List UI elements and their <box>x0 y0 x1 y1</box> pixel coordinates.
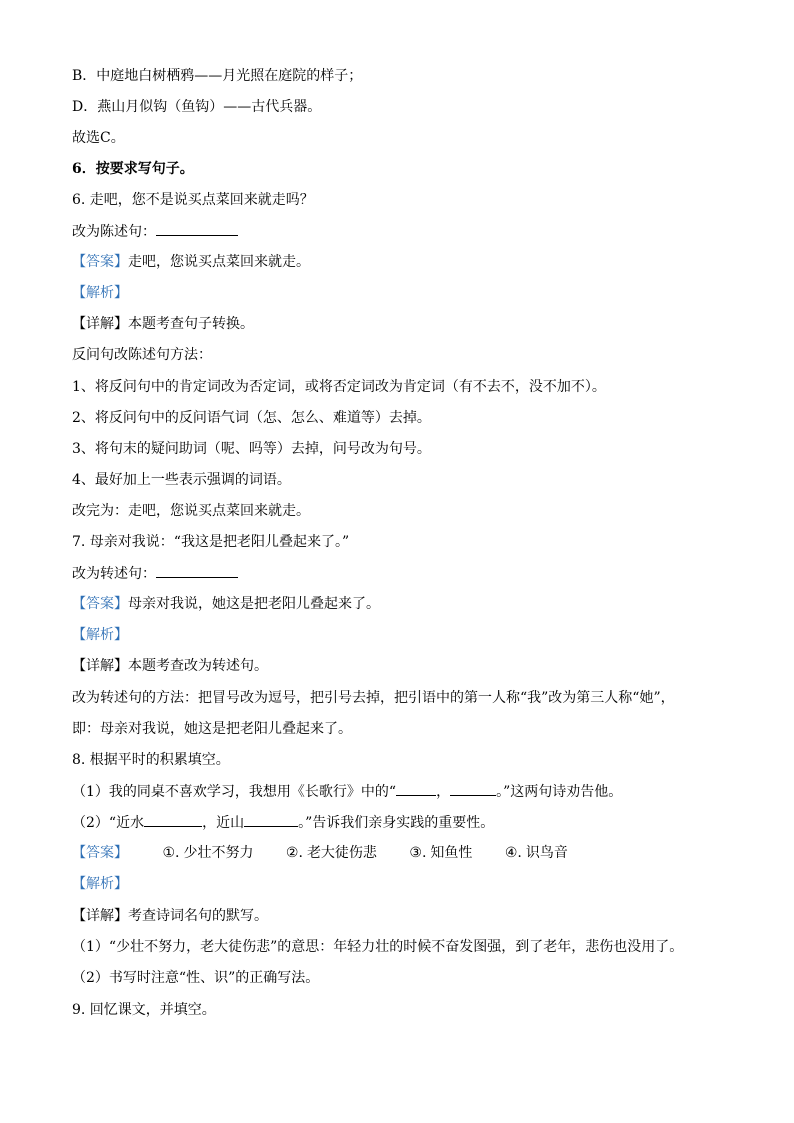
method-step-2: 2、将反问句中的反问语气词（怎、怎么、难道等）去掉。 <box>72 410 431 426</box>
answer-number: ①. <box>162 845 180 861</box>
option-b-line: B．中庭地白树栖鸦——月光照在庭院的样子； <box>72 68 363 84</box>
option-d-line: D．燕山月似钩（鱼钩）——古代兵器。 <box>72 99 322 115</box>
question-9: 9. 回忆课文，并填空。 <box>72 1002 216 1018</box>
method-step-1: 1、将反问句中的肯定词改为否定词，或将否定词改为肯定词（有不去不，没不加不）。 <box>72 379 606 395</box>
method-title: 反问句改陈述句方法： <box>72 347 212 363</box>
q7-prompt-label: 改为转述句： <box>72 566 156 582</box>
q8-1-text-b: ， <box>436 784 451 800</box>
q8-2-text-a: （2）“近水 <box>72 815 145 831</box>
q7-prompt <box>72 563 238 584</box>
answer-tag: 【答案】 <box>72 254 128 270</box>
q8-answer <box>72 843 568 863</box>
analysis-tag: 【解析】 <box>72 876 128 892</box>
q6-detail <box>72 314 254 334</box>
q7-method: 改为转述句的方法：把冒号改为逗号，把引号去掉，把引语中的第一人称“我”改为第三人称“她”， <box>72 690 675 706</box>
detail-text: 本题考查改为转述句。 <box>128 658 268 674</box>
q8-blank-1 <box>396 781 436 796</box>
q8-part-2 <box>72 812 494 833</box>
section-heading: 6．按要求写句子。 <box>72 161 194 177</box>
detail-tag: 【详解】 <box>72 658 128 674</box>
answer-item-2 <box>286 843 377 863</box>
detail-tag: 【详解】 <box>72 908 128 924</box>
answer-item-3 <box>409 843 472 863</box>
q6-prompt <box>72 221 238 242</box>
q6-result: 改完为：走吧，您说买点菜回来就走。 <box>72 503 310 519</box>
q8-blank-2 <box>450 781 496 796</box>
detail-tag: 【详解】 <box>72 316 128 332</box>
answer-value: 老大徒伤悲 <box>306 845 377 861</box>
q7-answer-blank <box>156 563 238 578</box>
q6-answer <box>72 252 310 272</box>
q7-detail <box>72 656 268 676</box>
detail-text: 本题考查句子转换。 <box>128 316 254 332</box>
answer-tag: 【答案】 <box>72 596 128 612</box>
answer-value: 少壮不努力 <box>183 845 254 861</box>
q8-explanation-1: （1）“少壮不努力，老大徒伤悲”的意思：年轻力壮的时候不奋发图强，到了老年，悲伤也没用了。 <box>72 939 684 955</box>
answer-text: 母亲对我说，她这是把老阳儿叠起来了。 <box>128 596 380 612</box>
q8-blank-4 <box>244 812 298 827</box>
q7-answer <box>72 594 380 614</box>
answer-item-1 <box>162 843 253 863</box>
choice-conclusion: 故选C。 <box>72 130 125 146</box>
q8-explanation-2: （2）书写时注意“性、识”的正确写法。 <box>72 970 320 986</box>
answer-item-4 <box>505 843 568 863</box>
q8-1-text-a: （1）我的同桌不喜欢学习，我想用《长歌行》中的“ <box>72 784 397 800</box>
q8-2-text-b: ，近山 <box>202 815 245 831</box>
answer-number: ②. <box>285 845 303 861</box>
q8-1-text-c: 。”这两句诗劝告他。 <box>496 784 623 800</box>
q8-2-text-c: 。”告诉我们亲身实践的重要性。 <box>298 815 495 831</box>
answer-text: 走吧，您说买点菜回来就走。 <box>128 254 310 270</box>
q8-part-1 <box>72 781 622 802</box>
analysis-tag: 【解析】 <box>72 285 128 301</box>
analysis-tag: 【解析】 <box>72 627 128 643</box>
q7-result: 即：母亲对我说，她这是把老阳儿叠起来了。 <box>72 721 352 737</box>
question-8: 8. 根据平时的积累填空。 <box>72 752 230 768</box>
method-step-4: 4、最好加上一些表示强调的词语。 <box>72 472 291 488</box>
answer-tag: 【答案】 <box>72 845 128 861</box>
q6-answer-blank <box>156 221 238 236</box>
answer-number: ③. <box>409 845 427 861</box>
q8-detail <box>72 906 268 926</box>
answer-number: ④. <box>504 845 522 861</box>
answer-value: 识鸟音 <box>525 845 568 861</box>
question-6: 6. 走吧，您不是说买点菜回来就走吗？ <box>72 192 314 208</box>
detail-text: 考查诗词名句的默写。 <box>128 908 268 924</box>
question-7: 7. 母亲对我说：“我这是把老阳儿叠起来了。” <box>72 534 350 550</box>
method-step-3: 3、将句末的疑问助词（呢、吗等）去掉，问号改为句号。 <box>72 441 431 457</box>
answer-value: 知鱼性 <box>430 845 473 861</box>
q6-prompt-label: 改为陈述句： <box>72 224 156 240</box>
q8-blank-3 <box>144 812 202 827</box>
